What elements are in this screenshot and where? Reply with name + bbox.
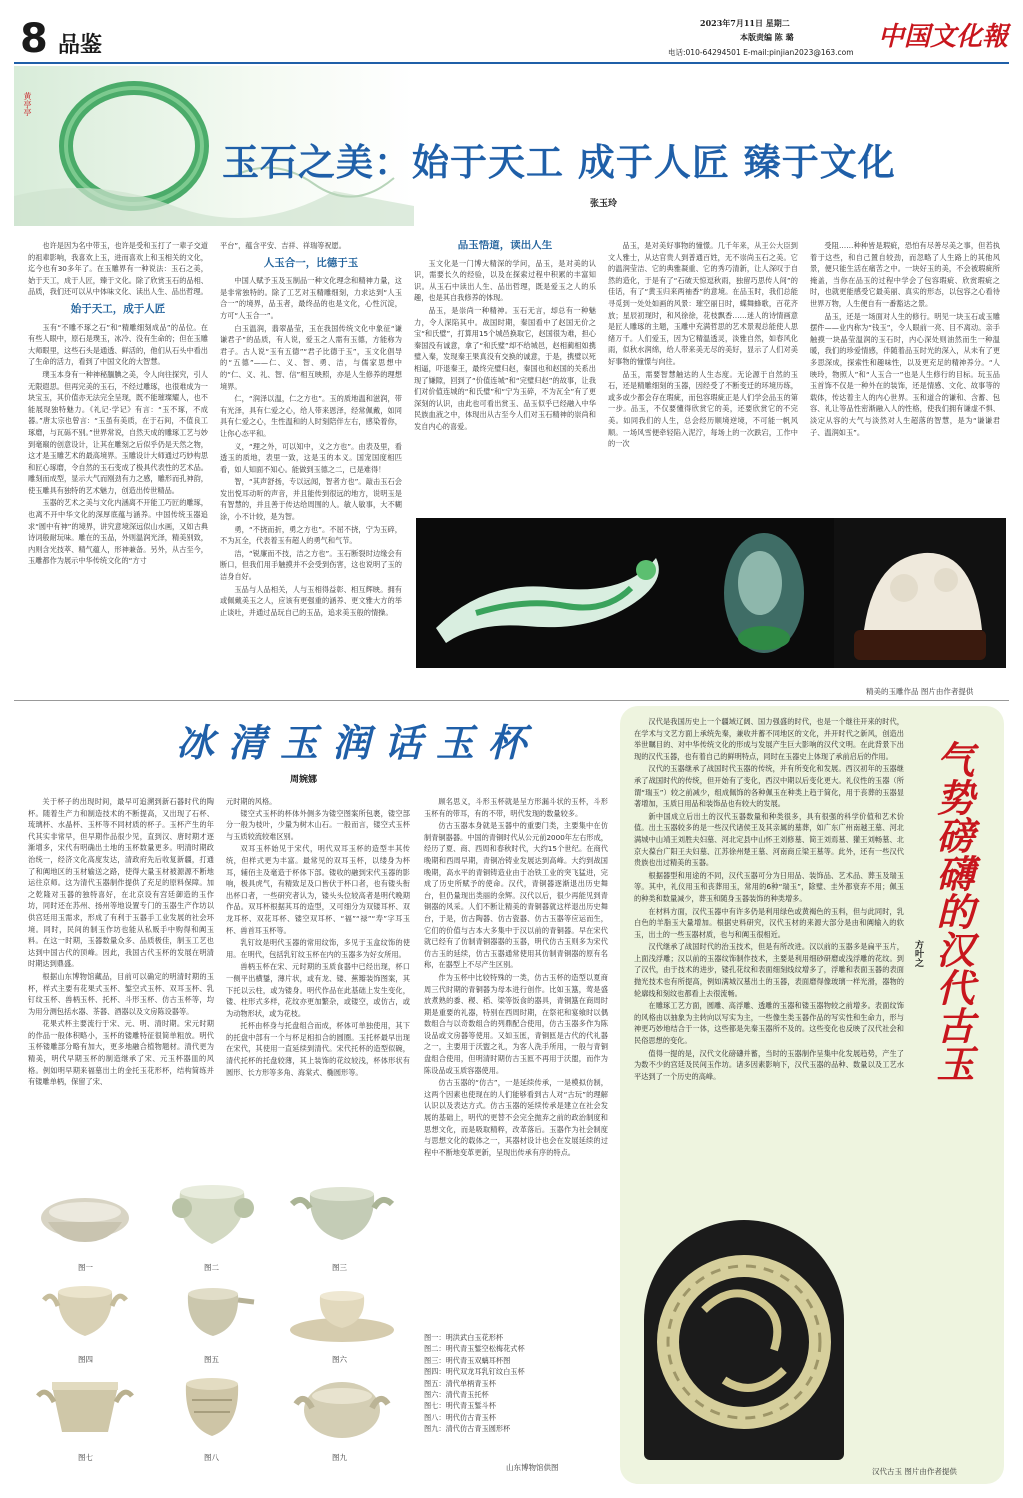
figure-label-5: 图五 bbox=[204, 1355, 219, 1364]
section-divider bbox=[14, 700, 1009, 701]
article1-p12: 洁，“锐廉而不技，洁之方也”。玉石断裂时边缘会有断口，但我们用手触摸并不会受到伤害，这也说明了玉的洁身自好。 bbox=[220, 548, 402, 582]
article2-p3: 花果式杯主要流行于宋、元、明、清时期。宋元时期的作品一般体积略小，玉杯的镂雕特征很简单粗放。明代玉杯镂雕部分略有加大，更多地融合植物题材。清代更为精美，明代早期玉杯的制造继承了宋、元玉杯器皿的风格。例如明早期来福墓出土的金托玉花形杯，结构简练并有镂雕单柄，保留了宋、 bbox=[28, 1019, 214, 1087]
article1-p3: 璞玉本身有一种神秘腼腆之美，令人向往探究，引人无限遐思。但再完美的玉石，不经过雕琢，也很难成为一块宝玉，其价值亦无法完全呈现，既不能璀璨耀人，也不能展现独特魅力。《礼记·学记》有言：“玉不琢，不成器。”唐太宗也曾言：“玉虽有美质，在于石间，不值良工琢磨，与瓦砾不别。”世界常说，自然天成的雕琢工艺与妙到毫巅的创意设计，让其在雕刻之后似乎仍是天然之物，这才是玉雕艺术的最高境界。玉雕设计大师通过巧妙构思和匠心琢磨，令自然的玉石变成了极具代表性的艺术品。雕刻而成型，显示大气而刚劲有力之感，雕形而孔神韵，使玉雕具有独特的艺术魅力，创造出传世精品。 bbox=[28, 369, 208, 495]
article1-p17: 品玉，需要智慧触达的人生态度。无论源于自然的玉石，还是精雕细刻的玉器，因经受了不断变迁的环境历练，或多或少都会存在瑕疵，而包容瑕疵正是人们学会品玉的第一步。品玉，不仅要懂得欣赏它的美，还要欣赏它的不完美。如同我们的人生，总会经历顺境逆境，不可能一帆风顺。一场风雪便牵轻陷入泥泞，每场上的一次跌宕，工作中的一次 bbox=[608, 369, 798, 449]
caption-8: 图八：明代仿古青玉杯 bbox=[424, 1412, 496, 1422]
article3-headline: 气势磅礴的汉代古玉 bbox=[930, 740, 975, 1082]
article3-photo-caption: 汉代古玉 图片由作者提供 bbox=[872, 1467, 957, 1476]
jade-cup-photo-5 bbox=[162, 1282, 262, 1348]
header-rule bbox=[14, 62, 1009, 64]
caption-6: 图六：清代青玉托杯 bbox=[424, 1390, 489, 1400]
article1-subheading-1: 始于天工，成于人匠 bbox=[70, 302, 166, 315]
article2-p8: 兽柄玉杯在宋、元时期的玉质食器中已经出现，杯口一侧平出横鋬，薄片状，或有龙、镂、蕉瓣装饰图案，其下托以云柱，或为镂身。明代作品在此基础上发生变化，镂、柱形式多样，花纹亦更加繁杂，或镂空，或仿古，或为动物形状，或为花枝。 bbox=[226, 962, 410, 1018]
figure-label-9: 图九 bbox=[332, 1453, 347, 1462]
article3-p7: 在雕琢工艺方面，圆雕、高浮雕、透雕的玉器和镂玉器物较之前增多。表面纹饰的风格由以抽象为主转向以写实为主，一些像生类玉器作品的写实性和生命力，形与神更巧妙地结合于一体，这些都是先秦玉器所不及的。这些变化也反映了汉代社会和民俗思想的变化。 bbox=[634, 1001, 904, 1046]
article2-p2: 根据山东博物馆藏品，目前可以确定的明清时期的玉杯，样式主要有花果式玉杯、錾空式玉杯、双耳玉杯、乳钉纹玉杯、兽柄玉杯、托杯、斗形玉杯、仿古玉杯等，均为用分测包括水器、茶器、酒器以及文房陈设器等。 bbox=[28, 971, 214, 1016]
jade-cup-photo-9 bbox=[282, 1374, 402, 1446]
article1-headline: 玉石之美：始于天工 成于人匠 臻于文化 bbox=[222, 140, 896, 184]
article3-p1: 汉代是我国历史上一个疆域辽阔、国力强盛的时代，也是一个继往开来的时代，在学术与文艺方面上承统先秦，兼收并蓄不同地区的文化，并开时代之新风，创造出举世瞩目的、对中华传统文化的形成与发展产生巨大影响的汉代文明。在此背景下出现的汉代玉器，也有着自己的鲜明特点，同时在玉器史上体现了承前启后的作用。 bbox=[634, 717, 904, 761]
article1-column-1 bbox=[28, 240, 208, 672]
article3-p8: 值得一提的是，汉代文化磅礴并蓄，当时的玉器制作呈集中化发展趋势，产生了为数不少的宫廷及民间玉作坊。诸多因素影响下，汉代玉器的品种、数量以及工艺水平达到了一个历史的高峰。 bbox=[634, 1048, 904, 1081]
contact-line: 电话:010-64294501 E-mail:pinjian2023@163.com bbox=[668, 48, 854, 57]
page-editor: 本版责编 陈 璐 bbox=[740, 32, 794, 42]
jade-cup-photo-6 bbox=[282, 1282, 402, 1348]
article1-column-3 bbox=[414, 240, 596, 512]
jade-carving-photo-3 bbox=[834, 518, 1006, 668]
caption-4: 图四：明代双龙耳乳钉纹白玉杯 bbox=[424, 1367, 525, 1377]
han-jade-photo bbox=[644, 1220, 844, 1460]
article2-author: 周婉娜 bbox=[290, 775, 318, 785]
figure-label-3: 图三 bbox=[332, 1263, 347, 1272]
article3-body bbox=[634, 716, 904, 1210]
article2-p12: 作为玉杯中比较特殊的一类，仿古玉杯的造型以夏商周三代时期的青铜器为母本进行创作。比如玉簋，莺是盛放煮熟的黍、稷、稻、梁等饭食的器具，青铜簋在商周时期是重要的礼器，特别在西周时期，在祭祀和宴飨时以偶数组合与以奇数组合的列鼎配合使用，仿古玉器多作为陈设品或文房器等使用。又如玉匜，青铜匜是古代的代礼器之一，主要用于沃盥之礼，为客人洗手所用，一般与青铜盘组合使用，但明清时期仿古玉匜不再用于沃盥，而作为陈设品或玉质容器使用。 bbox=[424, 972, 608, 1075]
article1-p10: 智，“其声舒扬，专以远闻，智者方也”。敲击玉石会发出悦耳动听的声音，并且能传到很远的地方，说明玉是有智慧的，并且善于传达给周围的人。敏人敏事，大不糊涂，小不计较，是为智。 bbox=[220, 477, 402, 522]
article3-p2: 汉代的玉器继承了战国时代玉器的传统，并有所变化和发展。西汉初年的玉器继承了战国时代的传统，但开始有了变化，西汉中期以后变化更大。礼仪性的玉器（所谓“瑞玉”）较之前减少，组成佩饰的各种佩玉在种类上趋于简化，用于丧葬的玉器显著增加，玉质日用品和装饰品也有较大的发展。 bbox=[634, 764, 904, 809]
article1-p19: 品玉，还是一场面对人生的修行。明见一块玉石或玉雕摆件——业内称为“钱玉”，令人眼前一亮、目不离动。亲手触摸一块晶莹温润的玉石时，内心深处则油然而生一种温暖，我们的珍爱情感，伴随着品玉时光的深入，从未有了更多思深成，探索性和趣味性，以及更充足的精神养分。“人映玲，物照人”和“人玉合一”也是人生修行的目标。玩玉品玉首饰不仅是一种外在的装饰，还是情感、文化、故事等的载体，传达着主人的内心世界。玉和道合的谦和、含蓄、包容、礼让等品性密渐融入人的性格，使我们拥有谦虚不惧、淡定从容的大气与淡然对人生超落的智慧，是为“谦谦君子、温润如玉”。 bbox=[810, 311, 1000, 437]
article2-p6: 双耳玉杯始见于宋代，明代双耳玉杯的造型丰其传统，但样式更为丰富。最常见的双耳玉杯，以缕身为杯耳，辅佰主及毫造于杯体下部。镂收的融到宋代玉器的影响，极具虎气，有精致足及口皆伏于杯口者，也有镂头衔出杯口者，一些研究者认为，镂头头位较高者是明代晚期作品。双耳杯根据其耳的造型，又可细分为双镂耳杯、双龙耳杯、双花耳杯、镂空双耳杯、“福”“禄”“寿”字耳玉杯、兽首耳玉杯等。 bbox=[226, 844, 410, 935]
figure-label-8: 图八 bbox=[204, 1453, 219, 1462]
caption-7: 图七：明代青玉錾斗杯 bbox=[424, 1401, 496, 1411]
article2-photo-credit: 山东博物馆供图 bbox=[506, 1463, 559, 1472]
article2-p13: 仿古玉器的“仿古”，一是延续传承，一是模拟仿制，这两个因素也使现在的人们能够看到古人对“古玩”的理解认识以及表达方式。仿古玉器的延续传承是建立在社会发展的基础上，明代的更替不会完全抛弃之前的政治制度和思想文化，而是吸取精粹，改革落后。玉器作为社会制度与思想文化的载体之一，其器材设计也会在发展延续的过程中不断地变革更新，呈现出传承有序的特点。 bbox=[424, 1078, 608, 1157]
caption-2: 图二：明代青玉錾空松梅花式杯 bbox=[424, 1344, 525, 1354]
jade-cup-photo-4 bbox=[30, 1282, 140, 1348]
article1-subheading-2: 人玉合一，比德于玉 bbox=[263, 256, 359, 269]
article1-p8: 仁，“润泽以温，仁之方也”。玉的质地温和滋润，带有光泽，具有仁爱之心，给人带来恩泽，经常佩戴，如同具有仁爱之心，生性温和的人时刻陪伴左右，感染着你，让你心态平和。 bbox=[220, 394, 402, 438]
jade-carving-photo-2 bbox=[694, 518, 834, 668]
caption-3: 图三：明代青玉双螭耳杯图 bbox=[424, 1355, 511, 1365]
article2-p7: 乳钉纹是明代玉器的常用纹饰，多见于玉盒纹饰的使用。在明代，包括乳钉纹玉杯在内的玉器多为好女所用。 bbox=[226, 938, 410, 959]
figure-label-7: 图七 bbox=[78, 1453, 93, 1462]
article1-p14: 玉文化是一门博大精深的学问，品玉，是对美的认识，需要长久的经验，以及在探索过程中积累的丰富知识。从玉石中读出人生、品出哲理，既是爱玉之人的乐趣，也是其自我修养的体现。 bbox=[414, 258, 596, 303]
article2-p1: 关于杯子的出现时间，最早可追溯到新石器时代的陶杯。随着生产力和制造技术的不断提高，又出现了石杯、琉璃杯、水晶杯、玉杯等不同材质的杯子。玉杯产生的年代其实非常早，但早期作品很少见，直到汉、唐时期才逐渐增多，宋代有明确出土地的玉杯数量更多。明清时期政治统一，经济文化高度发达，清政府先后收复新疆，打通了和阗地区的玉材输送之路，使得大量玉材被源源不断地运往京师。这为清代玉器制作提供了充足的原料保障。加之乾隆对玉器的独特喜好，在北京设有宫廷御造的玉作坊，同时还在苏州、扬州等地设置专门的玉器生产作坊以供宫廷用玉需求，形成了有利于玉器手工业发展的社会环境。同时，民间的制玉作坊也能从私贩手中购得和阗玉料。在这一时期，玉器数量众多、品质极佳，制玉工艺也达到中国古代的顶峰。因此，我国古代玉杯的发展在明清时期达到鼎盛。 bbox=[28, 797, 214, 969]
article2-column-3 bbox=[424, 796, 608, 1234]
article3-p5: 在材料方面，汉代玉器中有许多仍是利用绿色或黄褐色的玉料，但与此同时，乳白色的羊脂玉大量增加。根据史料研究，汉代玉材的来源大部分是由和阗输入的软玉，出土的一些玉器材质，也与和阗玉很相近。 bbox=[634, 906, 904, 939]
jade-cup-photo-8 bbox=[162, 1374, 262, 1446]
figure-caption-list bbox=[424, 1332, 608, 1435]
article1-column-4 bbox=[608, 240, 798, 512]
jade-cup-photo-1 bbox=[30, 1178, 140, 1256]
figure-label-6: 图六 bbox=[332, 1355, 347, 1364]
article2-p5: 镂空式玉杯的杯体外侧多为镂空图案所包裹，镂空部分一般为枝叶，少量为树木山石。一般而言，镂空式玉杯与玉质较流较难区别。 bbox=[226, 808, 410, 841]
article3-p4: 根据器型和用途的不同，汉代玉器可分为日用品、装饰品、艺术品、葬玉及瑞玉等。其中，礼仪用玉和丧葬用玉，常用的6种“瑞玉”，除璧、圭外都衰弃不用；佩玉的种类和数量减少，葬玉和随身玉器装饰的种类增多。 bbox=[634, 870, 904, 903]
caption-9: 图九：清代仿古青玉圆形杯 bbox=[424, 1424, 511, 1434]
jade-cup-photo-3 bbox=[282, 1178, 402, 1256]
figure-label-2: 图二 bbox=[204, 1263, 219, 1272]
caption-5: 图五：清代单柄青玉杯 bbox=[424, 1378, 496, 1388]
jade-cup-photo-2 bbox=[162, 1178, 262, 1256]
article1-p9: 义，“理之外，可以知中，义之方也”。由表及里，看透玉的质地，表里一致，这是玉的本义。国宠国度相匹看，如人知面不知心。能做到玉德之二，已是难得！ bbox=[220, 441, 402, 474]
article1-p11: 勇，“不挠而折，勇之方也”。不屈不挠，宁为玉碎，不为瓦全，代表着玉有超人的勇气和气节。 bbox=[220, 524, 402, 546]
article1-p15: 品玉，是崇尚一种精神。玉石无言，却总有一种魅力，令人深陷其中。战国时期，秦国看中了赵国无价之宝“和氏璧”，打算用15个城邑换取它，赵国很为难，担心秦国没有诚意，拿了“和氏璧”却不给城邑，赵相蔺相如携璧入秦，发现秦王果真没有交换的诚意，于是，携璧以死相逼，吓退秦王，最终完璧归赵，秦国也和赵国的关系出现了嫌隙，回到了“价值连城”和“完璧归赵”的故事，让我们对价值连城的“和氏璧”和“宁为玉碎，不为瓦全”有了更深刻的认识，由此也可看出赏玉、品玉似乎已经融入中华民族血液之中，体现出从古至今人们对玉石精神的崇尚和发自内心的喜爱。 bbox=[414, 305, 596, 431]
article1-column-2 bbox=[220, 240, 402, 672]
article2-column-1 bbox=[28, 796, 214, 1176]
article1-p6: 中国人赋予玉及玉制品一种文化理念和精神力量，这是非常独特的。除了工艺对玉精雕细刻，力求达到“人玉合一”的境界，品玉者，最终品的也是文化，心性沉淀，方可“人玉合一”。 bbox=[220, 276, 402, 320]
article1-p16: 品玉，是对美好事物的憧憬。几千年来，从王公大臣到文人雅士，从达官贵人到普通百姓，无不崇尚玉石之美。它的温润莹洁、它的典雅凝重、它的秀巧清新，让人深叹于自然的造化，于是有了“石破天惊逗秋雨，独留巧思传人间”的佳话，有了“黄玉归来两袖香”的意境。在品玉时，我们总能寻觅到一处处如画的风景：璀空丽日时，蝶舞蜂歌，百花齐放；星辰初现时，和风徐徐，花枝飘香……迷人的诗情画意是匠人雕琢的主题，玉雕中充满哲思的艺术景观总能使人思绪万千。人们爱玉，因为它精温透灵，淡雅自然，如春风化雨，似秋水润绵，给人带来美无尽的美好，显示了人们对美好事物的憧憬与向往。 bbox=[608, 241, 798, 366]
article1-p4: 玉器的艺术之美与文化内涵离不开能工巧匠的雕琢，也离不开中华文化的深厚底蕴与涵养。中国传统玉器追求“圆中有神”的境界，讲究意境深远似山水画，又如古典诗词般耐玩味。雕在的玉品，外则温润光泽，精美别致，内则含光技萃、精气蕴人，形神兼备。另外，从古至今，玉雕都作为展示中华传统文化的“方寸 bbox=[28, 498, 208, 566]
article1-p18: 受阻……种种皆是瑕疵，恐怕有尽善尽美之事，但若执着于这些，和自己置自较劲，而忽略了人生路上的其他风景，便只能生活在痛苦之中。一块好玉的美，不会被瑕疵所掩盖，当你在品玉的过程中学会了包容瑕疵、欣赏瑕疵之时，也就更能感受它最美丽、真实的形态，以包容之心看待世界万物，人生便自有一番豁达之景。 bbox=[810, 241, 1000, 308]
article3-author: 方叶之 bbox=[913, 940, 923, 967]
figure-label-4: 图四 bbox=[78, 1355, 93, 1364]
article2-headline: 冰清玉润话玉杯 bbox=[176, 720, 541, 765]
article1-author: 张玉玲 bbox=[590, 199, 618, 209]
article1-p7: 白玉温润，翡翠晶莹，玉在我国传统文化中象征“谦谦君子”的品质，有人说，爱玉之人需有玉德，方能称为君子。古人说“玉有五德”“君子比德于玉”，玉文化倡导的“五德”——仁、义、智、勇、洁，与儒家思想中的“仁、义、礼、智、信”相互映照，亦是人生修养的理想境界。 bbox=[220, 323, 402, 391]
jade-carving-photo-1 bbox=[416, 518, 694, 668]
article1-subheading-3: 品玉悟道，读出人生 bbox=[457, 240, 553, 251]
article2-p11: 仿古玉器本身就是玉器中的重要门类，主要集中在仿制青铜器器。中国的青铜时代从公元前2000年左右形成，经历了夏、商、西周和春秋时代，大约15个世纪。在商代晚期和西周早期，青铜冶铸业发展达到高峰。大约到战国晚期，高水平的青铜铸造业由于冶铁工业的突飞猛进，完成了历史所赋予的使命。汉代，青铜器逐渐退出历史舞台，但仍量现出类丽的余辉。汉代以后，很少再能见到青铜器的风采。人们不断让精美的青铜器就这样退出历史舞台，于是，仿古陶器、仿古瓷器、仿古玉器等应运而生，它们的价值与古本大多集中于汉以前的青铜器。早在宋代就已经有了仿制青铜器器的玉器，明代仿古玉则多为宋代仿古玉的延续，仿古玉器通常使用其仿制青铜器的原有名称，在器型上不尽产生区别。 bbox=[424, 821, 608, 970]
masthead-logo: 中国文化報 bbox=[878, 22, 1009, 52]
article2-p10: 顾名思义，斗形玉杯就是呈方形漏斗状的玉杯，斗形玉杯有的带耳，有的不带，明代发现的数量较多。 bbox=[424, 797, 608, 818]
issue-date: 2023年7月11日 星期二 bbox=[700, 18, 790, 28]
article1-photo-caption: 精美的玉雕作品 图片由作者提供 bbox=[866, 687, 974, 696]
article2-column-2 bbox=[226, 796, 410, 1176]
article1-tag: 黄亭亭 bbox=[23, 92, 32, 116]
article1-p5-lead: 平台”，蕴含平安、吉祥、祥瑞等祝愿。 bbox=[220, 241, 346, 250]
article3-p3: 新中国成立后出土的汉代玉器数量和种类很多，具有很强的科学价值和艺术价值。出土玉器较多的是一些汉代诸侯王及其亲属的墓葬，如广东广州南越王墓、河北满城中山靖王刘胜夫妇墓、河北定县中山怀王刘修墓、简王刘焉墓、獾王刘畅墓、北京大葆台广阳王夫妇墓、江苏徐州楚王墓、河南商丘梁王墓等。此外，还有一些汉代贵族也出过精美的玉器。 bbox=[634, 811, 904, 868]
article3-p6: 汉代继承了战国时代的治玉技术，但是有所改进。汉以前的玉器多是扁平玉片，上面浅浮雕；汉以前的玉器纹饰制作技术，主要是利用细砂研磨或浅浮雕的花纹。到了汉代，由于技术的进步，镂孔花纹和表面细刻线纹增多了，浮雕和表面玉器的表面抛光技术也有所提高，例如满城汉墓出土的玉器，表面磨得像玻璃一样光滑，器物的轮廓线和刻纹也都看上去很流畅。 bbox=[634, 942, 904, 998]
caption-1: 图一：明洪武白玉花形杯 bbox=[424, 1333, 504, 1342]
article1-p1: 也许是因为名中带玉，也许是受和玉打了一辈子交道的祖辈影响，我喜欢上玉，进而喜欢上和玉相关的文化，迄今也有30多年了。在玉雕界有一种说法：玉石之美，始于天工，成于人匠，臻于文化。除了欣赏玉石的品相、品质，我们还可以从中体味文化、读出人生、品出哲理。 bbox=[28, 241, 208, 297]
section-name: 品鉴 bbox=[58, 32, 103, 58]
figure-label-1: 图一 bbox=[78, 1263, 93, 1272]
page-number: 8 bbox=[20, 16, 48, 62]
jade-cup-photo-7 bbox=[30, 1374, 140, 1446]
article1-p2: 玉有“不雕不琢之石”和“精雕细刻成品”的品位。在有些人眼中，原石是璞玉，冰冷、没有生命的；但在玉雕大师眼里，这些石头是通透、鲜活的，他们从石头中看出了生命的活力，看到了中国文化的大智慧。 bbox=[28, 322, 208, 367]
article1-p13: 玉品与人品相关，人与玉相得益彰、相互辉映。拥有或佩戴美玉之人，应该有更强重的涵养、更文雅大方的举止谈吐，并通过品玩自己的玉品，追求美玉般的情操。 bbox=[220, 584, 402, 617]
article2-p4: 元时期的风格。 bbox=[226, 797, 277, 806]
article1-column-5 bbox=[810, 240, 1000, 512]
article2-p9: 托杯由杯身与托盘组合而成，杯体可单独使用，其下的托盘中部有一个与杯足相扣合的圆圈。玉托杯最早出现在宋代，其使用一直延续到清代。宋代托杯的造型似碗，清代托杯的托盘较薄，其上装饰的花纹较浅，杯体形状有圆形、长方形等多角、海棠式、椭圆形等。 bbox=[226, 1021, 410, 1077]
